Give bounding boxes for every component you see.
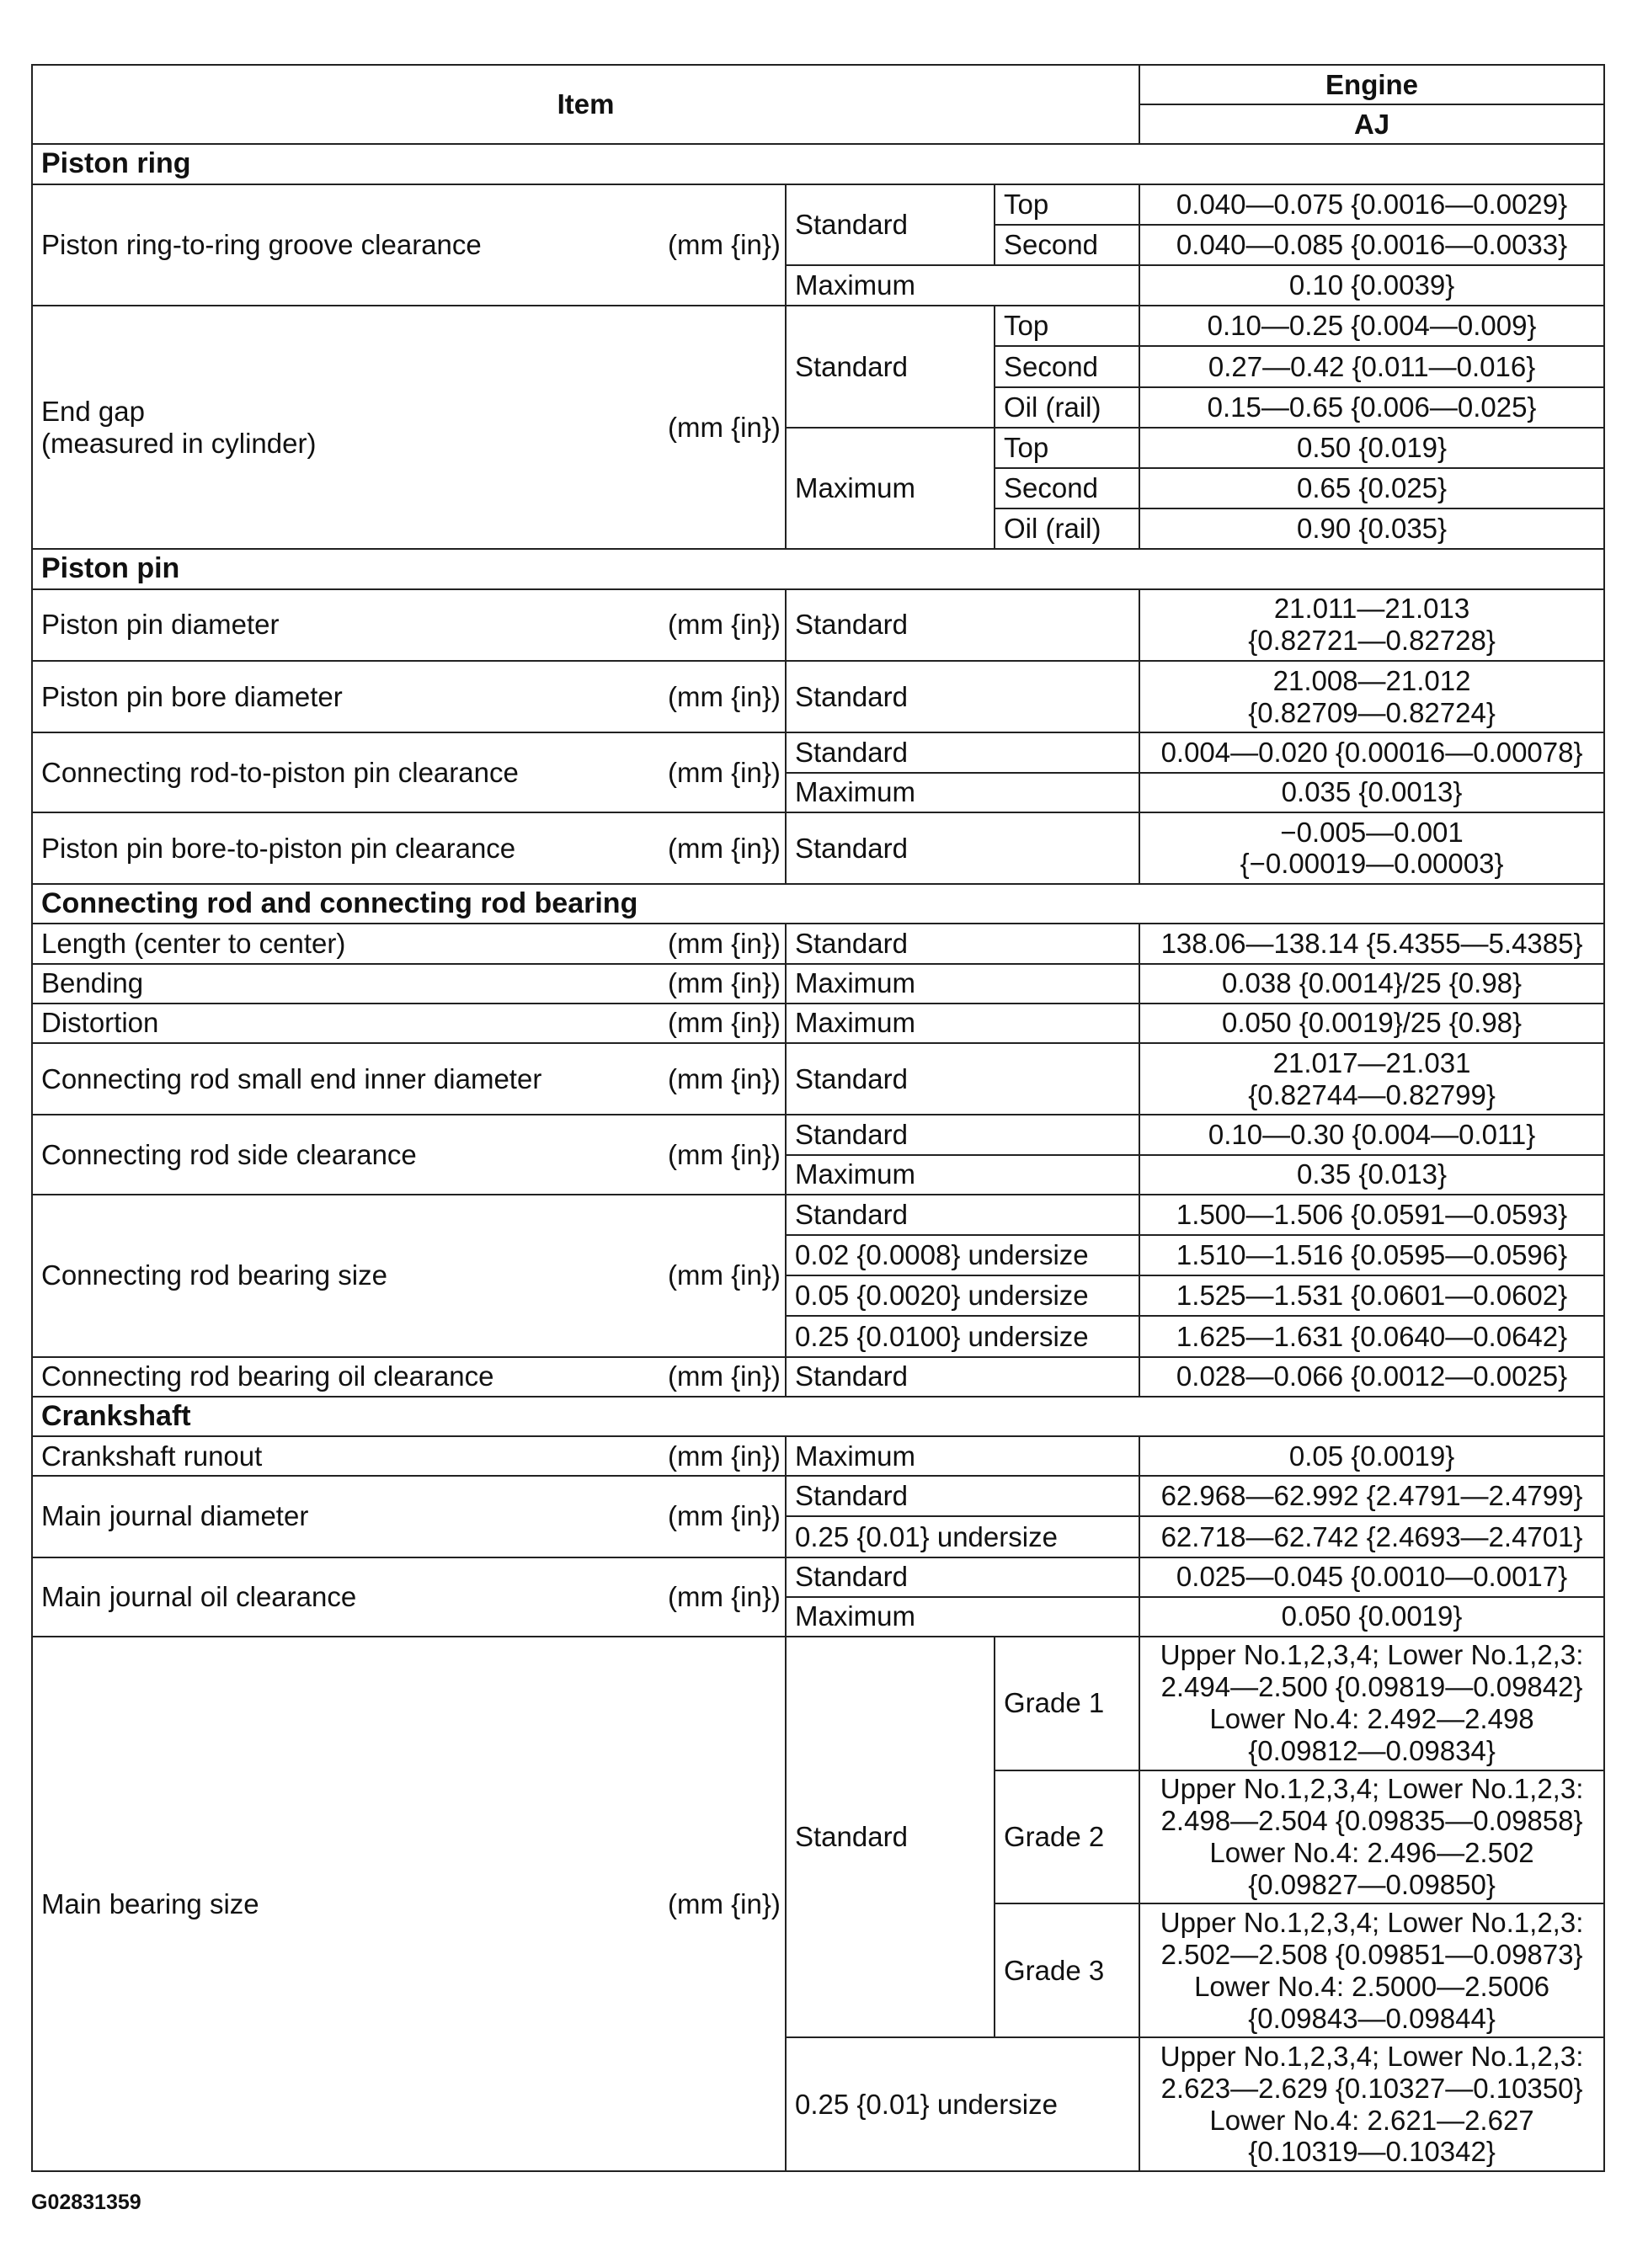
unit-label: (mm {in}) [659, 1043, 786, 1115]
section-crankshaft: Crankshaft [32, 1397, 1604, 1436]
label-maximum: Maximum [786, 1155, 1139, 1195]
section-piston-ring: Piston ring [32, 144, 1604, 184]
label-grade-3: Grade 3 [995, 1903, 1139, 2037]
label-standard: Standard [786, 306, 995, 428]
label-top: Top [995, 184, 1139, 225]
item-ring-groove-clearance: Piston ring-to-ring groove clearance [32, 184, 659, 306]
label-undersize-002: 0.02 {0.0008} undersize [786, 1235, 1139, 1275]
label-standard: Standard [786, 1195, 1139, 1235]
label-maximum: Maximum [786, 428, 995, 550]
value-bearing-002: 1.510—1.516 {0.0595—0.0596} [1139, 1235, 1604, 1275]
value-bearing-oil: 0.028—0.066 {0.0012—0.0025} [1139, 1357, 1604, 1397]
value-ring-max: 0.10 {0.0039} [1139, 265, 1604, 306]
value-ring-top: 0.040—0.075 {0.0016—0.0029} [1139, 184, 1604, 225]
label-top: Top [995, 306, 1139, 346]
item-end-gap: End gap (measured in cylinder) [32, 306, 659, 549]
label-standard: Standard [786, 924, 1139, 963]
value-journal-oil-std: 0.025—0.045 {0.0010—0.0017} [1139, 1557, 1604, 1597]
item-length: Length (center to center) [32, 924, 659, 963]
item-side-clearance: Connecting rod side clearance [32, 1115, 659, 1194]
spec-table [31, 64, 1605, 2172]
value-journal-us: 62.718—62.742 {2.4693—2.4701} [1139, 1516, 1604, 1557]
value-rod-pin-std: 0.004—0.020 {0.00016—0.00078} [1139, 732, 1604, 772]
label-standard: Standard [786, 1115, 1139, 1154]
value-main-undersize: Upper No.1,2,3,4; Lower No.1,2,3: 2.623—2.629 {0.10327—0.10350} Lower No.4: 2.621—2.627 {0.10319—0.10342} [1139, 2037, 1604, 2171]
unit-label: (mm {in}) [659, 184, 786, 306]
value-gap-std-second: 0.27—0.42 {0.011—0.016} [1139, 346, 1604, 386]
value-bore-pin-std: −0.005—0.001 {−0.00019—0.00003} [1139, 812, 1604, 884]
item-bearing-oil: Connecting rod bearing oil clearance [32, 1357, 659, 1397]
value-small-end: 21.017—21.031 {0.82744—0.82799} [1139, 1043, 1604, 1115]
label-undersize-main: 0.25 {0.01} undersize [786, 2037, 1139, 2171]
value-journal-std: 62.968—62.992 {2.4791—2.4799} [1139, 1476, 1604, 1516]
value-bearing-025: 1.625—1.631 {0.0640—0.0642} [1139, 1316, 1604, 1356]
value-pin-diameter: 21.011—21.013 {0.82721—0.82728} [1139, 589, 1604, 661]
item-pin-bore: Piston pin bore diameter [32, 661, 659, 732]
item-distortion: Distortion [32, 1004, 659, 1043]
value-pin-bore: 21.008—21.012 {0.82709—0.82724} [1139, 661, 1604, 732]
value-gap-std-top: 0.10—0.25 {0.004—0.009} [1139, 306, 1604, 346]
section-conrod: Connecting rod and connecting rod bearing [32, 884, 1604, 924]
label-undersize-001: 0.25 {0.01} undersize [786, 1516, 1139, 1557]
value-ring-second: 0.040—0.085 {0.0016—0.0033} [1139, 225, 1604, 265]
item-main-bearing: Main bearing size [32, 1637, 659, 2171]
label-second: Second [995, 225, 1139, 265]
label-second: Second [995, 346, 1139, 386]
item-pin-diameter: Piston pin diameter [32, 589, 659, 661]
unit-label: (mm {in}) [659, 1195, 786, 1357]
item-bending: Bending [32, 964, 659, 1004]
value-bending: 0.038 {0.0014}/25 {0.98} [1139, 964, 1604, 1004]
unit-label: (mm {in}) [659, 964, 786, 1004]
header-item: Item [32, 65, 1139, 144]
label-standard: Standard [786, 661, 1139, 732]
value-gap-max-oil: 0.90 {0.035} [1139, 508, 1604, 549]
unit-label: (mm {in}) [659, 1476, 786, 1557]
figure-id: G02831359 [31, 2191, 141, 2214]
value-journal-oil-max: 0.050 {0.0019} [1139, 1597, 1604, 1637]
value-distortion: 0.050 {0.0019}/25 {0.98} [1139, 1004, 1604, 1043]
value-main-grade-2: Upper No.1,2,3,4; Lower No.1,2,3: 2.498—2.504 {0.09835—0.09858} Lower No.4: 2.496—2.502 {0.09827—0.09850} [1139, 1770, 1604, 1904]
label-standard: Standard [786, 1357, 1139, 1397]
unit-label: (mm {in}) [659, 1637, 786, 2171]
value-runout: 0.05 {0.0019} [1139, 1436, 1604, 1476]
unit-label: (mm {in}) [659, 924, 786, 963]
unit-label: (mm {in}) [659, 1115, 786, 1194]
item-small-end: Connecting rod small end inner diameter [32, 1043, 659, 1115]
label-maximum: Maximum [786, 1597, 1139, 1637]
value-gap-max-second: 0.65 {0.025} [1139, 468, 1604, 508]
item-journal-diameter: Main journal diameter [32, 1476, 659, 1557]
label-undersize-005: 0.05 {0.0020} undersize [786, 1275, 1139, 1316]
value-gap-max-top: 0.50 {0.019} [1139, 428, 1604, 468]
value-main-grade-1: Upper No.1,2,3,4; Lower No.1,2,3: 2.494—2.500 {0.09819—0.09842} Lower No.4: 2.492—2.498 {0.09812—0.09834} [1139, 1637, 1604, 1770]
unit-label: (mm {in}) [659, 589, 786, 661]
value-side-max: 0.35 {0.013} [1139, 1155, 1604, 1195]
label-grade-1: Grade 1 [995, 1637, 1139, 1770]
label-maximum: Maximum [786, 964, 1139, 1004]
value-main-grade-3: Upper No.1,2,3,4; Lower No.1,2,3: 2.502—2.508 {0.09851—0.09873} Lower No.4: 2.5000—2.5006 {0.09843—0.09844} [1139, 1903, 1604, 2037]
unit-label: (mm {in}) [659, 732, 786, 812]
label-second: Second [995, 468, 1139, 508]
label-standard: Standard [786, 1476, 1139, 1516]
value-bearing-005: 1.525—1.531 {0.0601—0.0602} [1139, 1275, 1604, 1316]
unit-label: (mm {in}) [659, 661, 786, 732]
unit-label: (mm {in}) [659, 1436, 786, 1476]
label-standard: Standard [786, 1637, 995, 2037]
item-runout: Crankshaft runout [32, 1436, 659, 1476]
label-oil-rail: Oil (rail) [995, 387, 1139, 428]
header-engine-code: AJ [1139, 104, 1604, 144]
unit-label: (mm {in}) [659, 1557, 786, 1637]
label-standard: Standard [786, 1557, 1139, 1597]
label-undersize-025: 0.25 {0.0100} undersize [786, 1316, 1139, 1356]
label-grade-2: Grade 2 [995, 1770, 1139, 1904]
unit-label: (mm {in}) [659, 1357, 786, 1397]
header-engine: Engine [1139, 65, 1604, 104]
item-rod-pin-clearance: Connecting rod-to-piston pin clearance [32, 732, 659, 812]
label-standard: Standard [786, 732, 1139, 772]
value-bearing-std: 1.500—1.506 {0.0591—0.0593} [1139, 1195, 1604, 1235]
label-standard: Standard [786, 589, 1139, 661]
value-length: 138.06—138.14 {5.4355—5.4385} [1139, 924, 1604, 963]
value-side-std: 0.10—0.30 {0.004—0.011} [1139, 1115, 1604, 1154]
item-journal-oil: Main journal oil clearance [32, 1557, 659, 1637]
unit-label: (mm {in}) [659, 812, 786, 884]
value-gap-std-oil: 0.15—0.65 {0.006—0.025} [1139, 387, 1604, 428]
label-standard: Standard [786, 184, 995, 265]
label-oil-rail: Oil (rail) [995, 508, 1139, 549]
label-standard: Standard [786, 1043, 1139, 1115]
label-maximum: Maximum [786, 1436, 1139, 1476]
label-top: Top [995, 428, 1139, 468]
label-standard: Standard [786, 812, 1139, 884]
label-maximum: Maximum [786, 1004, 1139, 1043]
item-bearing-size: Connecting rod bearing size [32, 1195, 659, 1357]
label-maximum: Maximum [786, 773, 1139, 812]
unit-label: (mm {in}) [659, 306, 786, 549]
unit-label: (mm {in}) [659, 1004, 786, 1043]
label-maximum: Maximum [786, 265, 1139, 306]
item-bore-pin-clearance: Piston pin bore-to-piston pin clearance [32, 812, 659, 884]
value-rod-pin-max: 0.035 {0.0013} [1139, 773, 1604, 812]
section-piston-pin: Piston pin [32, 549, 1604, 588]
